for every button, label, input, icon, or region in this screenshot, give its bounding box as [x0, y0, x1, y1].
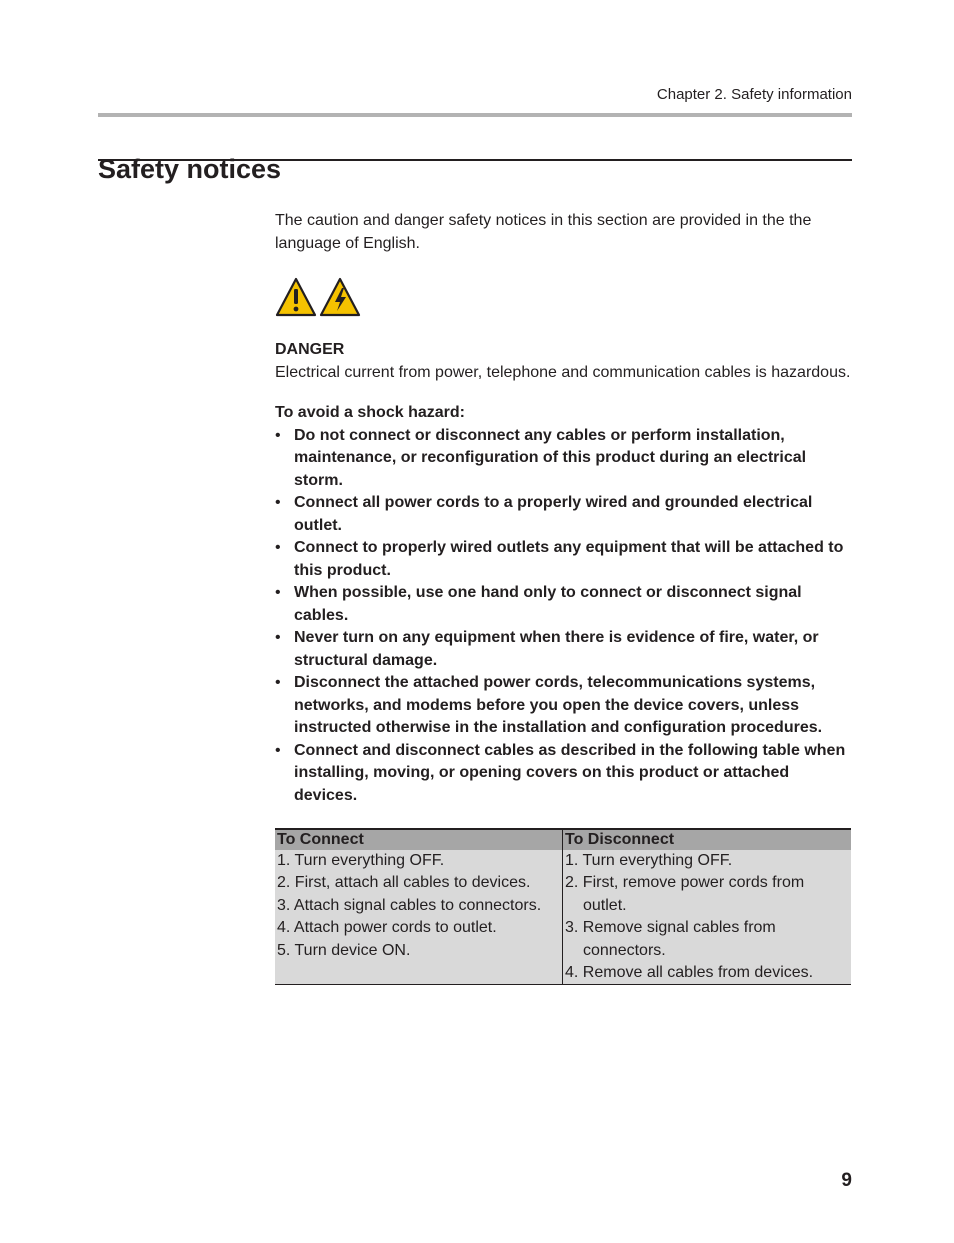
warning-exclamation-icon: [275, 277, 317, 317]
bullet-dot: •: [275, 674, 281, 691]
page-title: Safety notices: [98, 154, 282, 184]
intro-paragraph: The caution and danger safety notices in this section are provided in the the language of English.: [275, 212, 812, 252]
list-item-text: Disconnect the attached power cords, telecommunications systems, networks, and modems before you open the device covers, unless instructed otherwise in the installation and configuration procedures.: [294, 674, 823, 736]
shock-hazard-list: [275, 425, 855, 808]
disconnect-steps: [565, 850, 849, 984]
list-item: 1. Turn everything OFF.: [277, 852, 445, 869]
header-divider: [98, 113, 852, 117]
connect-column-header: To Connect: [275, 829, 563, 850]
list-item: 5. Turn device ON.: [277, 941, 411, 959]
danger-label: DANGER: [275, 341, 345, 358]
list-item: [275, 425, 855, 493]
connect-steps: [277, 850, 560, 962]
list-item-text: When possible, use one hand only to connect or disconnect signal cables.: [294, 584, 802, 624]
list-item: [275, 740, 855, 808]
list-item-text: Connect to properly wired outlets any equipment that will be attached to this product.: [294, 539, 844, 579]
page-number: 9: [841, 1170, 852, 1191]
list-item: [275, 672, 855, 740]
list-item: [275, 537, 855, 582]
bullet-dot: •: [275, 539, 281, 556]
danger-text: Electrical current from power, telephone and communication cables is hazardous.: [275, 363, 851, 381]
bullet-dot: •: [275, 741, 281, 759]
table-row: [275, 850, 851, 985]
chapter-header: Chapter 2. Safety information: [656, 86, 852, 103]
main-content: [275, 210, 855, 985]
list-item: 2. First, remove power cords from outlet.: [565, 874, 805, 914]
table-header-row: [275, 829, 851, 850]
list-item: 3. Remove signal cables from connectors.: [565, 919, 776, 959]
list-item-text: Connect and disconnect cables as described in the following table when installing, moving, or opening covers on this product or attached devices.: [294, 741, 846, 804]
connect-steps-cell: [275, 850, 563, 985]
cable-procedure-table: [275, 828, 851, 985]
list-item-text: Connect all power cords to a properly wired and grounded electrical outlet.: [294, 494, 813, 534]
bullet-dot: •: [275, 584, 281, 601]
bullet-dot: •: [275, 629, 281, 646]
list-item: 2. First, attach all cables to devices.: [277, 874, 531, 892]
disconnect-column-header: To Disconnect: [563, 829, 852, 850]
list-item: [275, 492, 855, 537]
disconnect-steps-cell: [563, 850, 852, 985]
list-item: 1. Turn everything OFF.: [565, 852, 733, 869]
list-item-text: Do not connect or disconnect any cables or perform installation, maintenance, or reconfiguration of this product during an electrical storm.: [294, 426, 807, 489]
list-item: 4. Attach power cords to outlet.: [277, 919, 497, 937]
bullet-dot: •: [275, 426, 281, 444]
list-item: [275, 582, 855, 627]
list-item-text: Never turn on any equipment when there is evidence of fire, water, or structural damage.: [294, 629, 819, 669]
shock-hazard-heading: To avoid a shock hazard:: [275, 404, 465, 421]
bullet-dot: •: [275, 494, 281, 511]
list-item: 3. Attach signal cables to connectors.: [277, 896, 542, 914]
electrical-hazard-icon: [319, 277, 361, 317]
list-item: [275, 627, 855, 672]
hazard-icons: [275, 277, 855, 317]
list-item: 4. Remove all cables from devices.: [565, 964, 814, 982]
